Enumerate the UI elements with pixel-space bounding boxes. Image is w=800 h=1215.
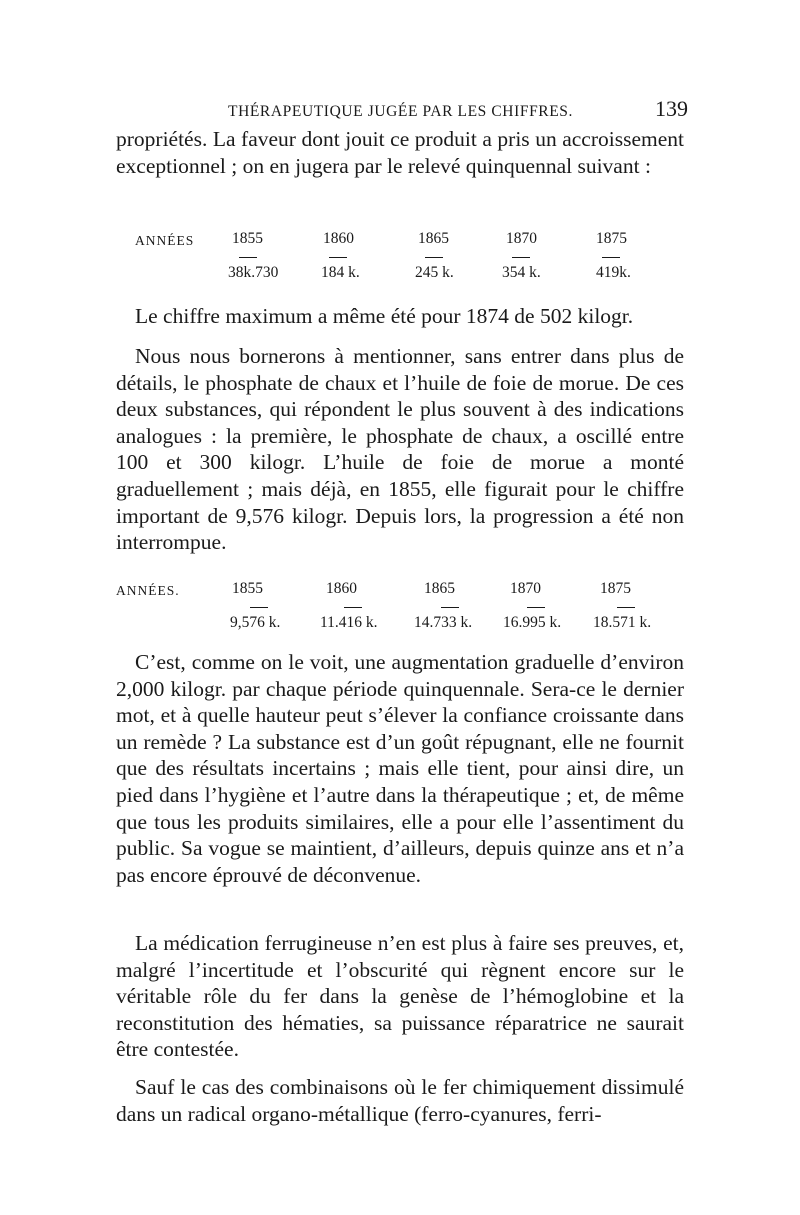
table-2-value-3: 14.733 k. <box>414 614 473 631</box>
table-2-year-2: 1860 <box>326 580 357 597</box>
table-2-value-1: 9,576 k. <box>230 614 281 631</box>
table-1-value-1: 38k.730 <box>228 264 279 281</box>
paragraph-3: Nous nous bornerons à mentionner, sans entrer dans plus de détails, le phosphate de chaux et l’huile de foie de morue. De ces deux substances, qui répondent le plus souvent à des indications analogues : la première, le phosphate de chaux, a oscillé entre 100 et 300 kilogr. L’huile de foie de morue a monté graduellement ; mais déjà, en 1855, elle figurait pour le chiffre important de 9,576 kilogr. Depuis lors, la progression a été non interrompue. <box>116 344 684 555</box>
table-2-value-4: 16.995 k. <box>503 614 562 631</box>
page-header <box>228 96 688 122</box>
table-1-year-5: 1875 <box>596 230 627 247</box>
paragraph-2: Le chiffre maximum a même été pour 1874 de 502 kilogr. <box>135 304 634 328</box>
paragraph-6: Sauf le cas des combinaisons où le fer chimiquement dissimulé dans un radical organo-métallique (ferro-cyanures, ferri- <box>116 1075 684 1126</box>
table-1-value-4: 354 k. <box>502 264 541 281</box>
table-1-value-2: 184 k. <box>321 264 360 281</box>
table-2-year-4: 1870 <box>510 580 541 597</box>
table-2-dash <box>441 607 459 608</box>
table-1-dash <box>512 257 530 258</box>
table-1-dash <box>602 257 620 258</box>
table-1-year-1: 1855 <box>232 230 263 247</box>
table-2-dash <box>617 607 635 608</box>
table-2-year-3: 1865 <box>424 580 455 597</box>
table-2-dash <box>250 607 268 608</box>
table-1-label: ANNÉES <box>135 233 195 248</box>
page-number: 139 <box>655 96 688 121</box>
paragraph-5: La médication ferrugineuse n’en est plus à faire ses preuves, et, malgré l’incertitude et l’obscurité qui règnent encore sur le véritable rôle du fer dans la genèse de l’hémoglobine et la reconstitution des hématies, sa puissance réparatrice ne saurait être contestée. <box>116 931 684 1062</box>
paragraph-1: propriétés. La faveur dont jouit ce produit a pris un accroissement exceptionnel ; on en jugera par le relevé quinquennal suivant : <box>116 127 684 178</box>
running-title: THÉRAPEUTIQUE JUGÉE PAR LES CHIFFRES. <box>228 103 574 120</box>
table-2-year-1: 1855 <box>232 580 263 597</box>
table-1-year-3: 1865 <box>418 230 449 247</box>
table-1-value-5: 419k. <box>596 264 631 281</box>
table-1-dash <box>425 257 443 258</box>
table-2-value-5: 18.571 k. <box>593 614 652 631</box>
paragraph-4: C’est, comme on le voit, une augmentation graduelle d’environ 2,000 kilogr. par chaque période quinquennale. Sera-ce le dernier mot, et à quelle hauteur peut s’élever la confiance croissante dans un remède ? La substance est d’un goût répugnant, elle ne fournit que des résultats incertains ; mais elle tient, pour ainsi dire, un pied dans l’hygiène et l’autre dans la thérapeutique ; et, de même que tous les produits similaires, elle a pour elle l’assentiment du public. Sa vogue se maintient, d’ailleurs, depuis quinze ans et n’a pas encore éprouvé de déconvenue. <box>116 650 684 887</box>
table-2-dash <box>344 607 362 608</box>
table-1-dash <box>329 257 347 258</box>
table-1-year-2: 1860 <box>323 230 354 247</box>
table-2-year-5: 1875 <box>600 580 631 597</box>
table-1-value-3: 245 k. <box>415 264 454 281</box>
table-1-dash <box>239 257 257 258</box>
table-2-value-2: 11.416 k. <box>320 614 378 631</box>
table-2-label: ANNÉES. <box>116 583 180 598</box>
table-2-dash <box>527 607 545 608</box>
table-1-year-4: 1870 <box>506 230 537 247</box>
